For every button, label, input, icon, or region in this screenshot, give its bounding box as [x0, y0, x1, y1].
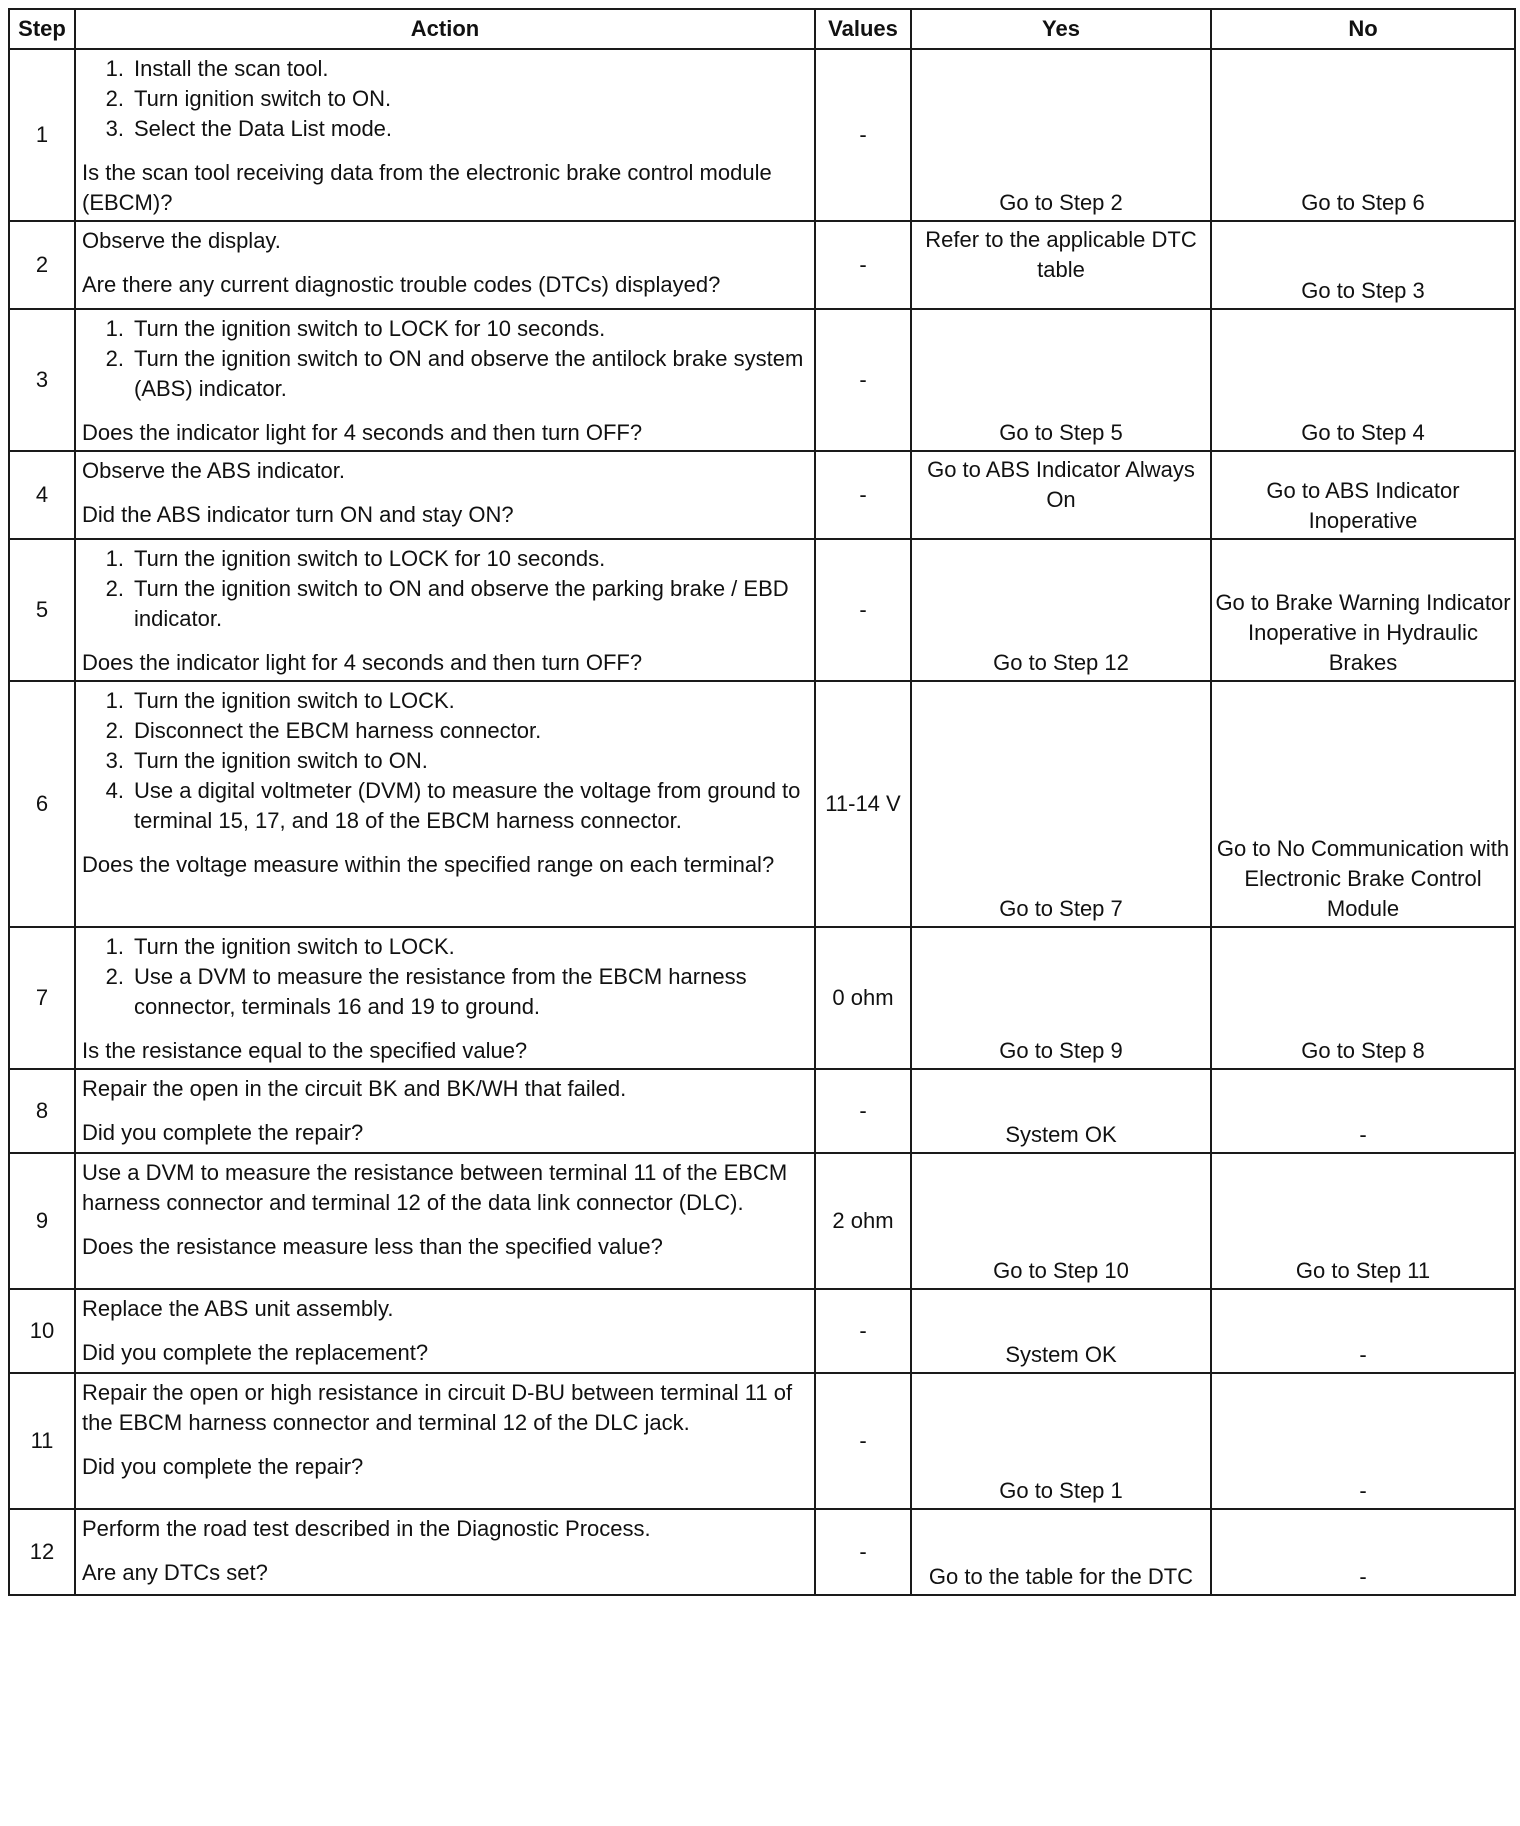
step-number: 2: [9, 221, 75, 309]
action-step-text: Turn the ignition switch to ON and observe the parking brake / EBD indicator.: [134, 576, 789, 631]
action-question: Does the voltage measure within the specified range on each terminal?: [82, 852, 775, 877]
yes-cell: Go to the table for the DTC: [911, 1509, 1211, 1595]
values-cell: 0 ohm: [815, 927, 911, 1069]
action-instruction: Use a DVM to measure the resistance between terminal 11 of the EBCM harness connector and terminal 12 of the data link connector (DLC).: [82, 1160, 788, 1215]
yes-cell: Go to Step 10: [911, 1153, 1211, 1289]
table-row: [9, 1373, 1515, 1509]
action-question: Did you complete the replacement?: [82, 1340, 429, 1365]
yes-cell: Go to Step 9: [911, 927, 1211, 1069]
action-step-number: 4.: [105, 778, 124, 803]
yes-cell: Go to Step 2: [911, 49, 1211, 221]
action-cell: [75, 539, 815, 681]
action-question: Did the ABS indicator turn ON and stay ON?: [82, 502, 514, 527]
action-step-item: [82, 54, 808, 84]
action-step-item: [82, 962, 808, 1022]
yes-cell: Go to Step 7: [911, 681, 1211, 927]
action-instruction: Replace the ABS unit assembly.: [82, 1296, 394, 1321]
action-step-text: Turn the ignition switch to ON and observe the antilock brake system (ABS) indicator.: [134, 346, 804, 401]
action-step-number: 2.: [105, 576, 124, 601]
action-cell: [75, 927, 815, 1069]
action-cell: [75, 451, 815, 539]
action-cell: [75, 49, 815, 221]
action-step-text: Turn the ignition switch to LOCK.: [134, 688, 455, 713]
step-number: 6: [9, 681, 75, 927]
action-cell: [75, 1289, 815, 1373]
action-step-item: [82, 776, 808, 836]
action-steps-list: [82, 686, 808, 836]
yes-cell: Go to Step 12: [911, 539, 1211, 681]
yes-cell: System OK: [911, 1289, 1211, 1373]
action-step-item: [82, 932, 808, 962]
action-step-text: Turn the ignition switch to LOCK for 10 seconds.: [134, 546, 606, 571]
action-question: Are there any current diagnostic trouble codes (DTCs) displayed?: [82, 272, 721, 297]
values-cell: -: [815, 309, 911, 451]
action-cell: [75, 1153, 815, 1289]
action-step-item: [82, 574, 808, 634]
action-question: Does the indicator light for 4 seconds and then turn OFF?: [82, 650, 643, 675]
table-row: [9, 1289, 1515, 1373]
values-cell: -: [815, 1509, 911, 1595]
values-cell: 11-14 V: [815, 681, 911, 927]
action-steps-list: [82, 932, 808, 1022]
header-step: Step: [9, 9, 75, 49]
action-cell: [75, 1509, 815, 1595]
table-row: [9, 49, 1515, 221]
action-step-number: 2.: [105, 346, 124, 371]
action-step-number: 1.: [105, 316, 124, 341]
diagnostic-table: [8, 8, 1516, 1596]
action-cell: [75, 221, 815, 309]
no-cell: Go to ABS Indicator Inoperative: [1211, 451, 1515, 539]
action-step-number: 2.: [105, 718, 124, 743]
no-cell: -: [1211, 1509, 1515, 1595]
step-number: 7: [9, 927, 75, 1069]
no-cell: -: [1211, 1373, 1515, 1509]
action-step-text: Turn the ignition switch to LOCK for 10 seconds.: [134, 316, 606, 341]
action-steps-list: [82, 54, 808, 144]
action-step-number: 2.: [105, 86, 124, 111]
table-row: [9, 1509, 1515, 1595]
table-row: [9, 451, 1515, 539]
action-step-text: Turn the ignition switch to ON.: [134, 748, 428, 773]
action-instruction: Observe the display.: [82, 228, 281, 253]
action-instruction: Repair the open in the circuit BK and BK/WH that failed.: [82, 1076, 627, 1101]
table-row: [9, 309, 1515, 451]
action-question: Does the resistance measure less than the specified value?: [82, 1234, 663, 1259]
action-step-text: Turn ignition switch to ON.: [134, 86, 392, 111]
yes-cell: Go to ABS Indicator Always On: [911, 451, 1211, 539]
values-cell: -: [815, 49, 911, 221]
action-steps-list: [82, 314, 808, 404]
action-instruction: Perform the road test described in the Diagnostic Process.: [82, 1516, 651, 1541]
action-step-item: [82, 746, 808, 776]
step-number: 3: [9, 309, 75, 451]
no-cell: Go to Step 8: [1211, 927, 1515, 1069]
action-instruction: Observe the ABS indicator.: [82, 458, 345, 483]
no-cell: Go to Brake Warning Indicator Inoperative in Hydraulic Brakes: [1211, 539, 1515, 681]
action-question: Did you complete the repair?: [82, 1454, 364, 1479]
action-step-number: 3.: [105, 748, 124, 773]
table-row: [9, 681, 1515, 927]
action-step-text: Use a DVM to measure the resistance from the EBCM harness connector, terminals 16 and 19 to ground.: [134, 964, 747, 1019]
step-number: 1: [9, 49, 75, 221]
action-steps-list: [82, 544, 808, 634]
header-no: No: [1211, 9, 1515, 49]
step-number: 9: [9, 1153, 75, 1289]
header-row: [9, 9, 1515, 49]
action-step-item: [82, 716, 808, 746]
values-cell: 2 ohm: [815, 1153, 911, 1289]
values-cell: -: [815, 221, 911, 309]
no-cell: -: [1211, 1069, 1515, 1153]
step-number: 10: [9, 1289, 75, 1373]
step-number: 11: [9, 1373, 75, 1509]
step-number: 5: [9, 539, 75, 681]
action-step-item: [82, 544, 808, 574]
table-row: [9, 221, 1515, 309]
action-question: Does the indicator light for 4 seconds and then turn OFF?: [82, 420, 643, 445]
no-cell: Go to Step 6: [1211, 49, 1515, 221]
values-cell: -: [815, 539, 911, 681]
action-step-text: Use a digital voltmeter (DVM) to measure the voltage from ground to terminal 15, 17, and 18 of the EBCM harness connector.: [134, 778, 801, 833]
action-cell: [75, 1069, 815, 1153]
values-cell: -: [815, 451, 911, 539]
action-step-item: [82, 314, 808, 344]
action-step-number: 3.: [105, 116, 124, 141]
table-row: [9, 539, 1515, 681]
action-step-item: [82, 344, 808, 404]
yes-cell: System OK: [911, 1069, 1211, 1153]
values-cell: -: [815, 1069, 911, 1153]
header-yes: Yes: [911, 9, 1211, 49]
step-number: 4: [9, 451, 75, 539]
action-step-number: 1.: [105, 56, 124, 81]
table-row: [9, 1069, 1515, 1153]
yes-cell: Refer to the applicable DTC table: [911, 221, 1211, 309]
table-row: [9, 1153, 1515, 1289]
no-cell: Go to Step 4: [1211, 309, 1515, 451]
action-question: Did you complete the repair?: [82, 1120, 364, 1145]
no-cell: Go to No Communication with Electronic Brake Control Module: [1211, 681, 1515, 927]
yes-cell: Go to Step 5: [911, 309, 1211, 451]
header-action: Action: [75, 9, 815, 49]
action-step-number: 2.: [105, 964, 124, 989]
action-question: Is the resistance equal to the specified value?: [82, 1038, 528, 1063]
step-number: 12: [9, 1509, 75, 1595]
action-step-number: 1.: [105, 934, 124, 959]
action-cell: [75, 1373, 815, 1509]
action-question: Are any DTCs set?: [82, 1560, 268, 1585]
action-step-text: Install the scan tool.: [134, 56, 329, 81]
header-values: Values: [815, 9, 911, 49]
action-question: Is the scan tool receiving data from the electronic brake control module (EBCM)?: [82, 160, 772, 215]
action-step-text: Disconnect the EBCM harness connector.: [134, 718, 542, 743]
values-cell: -: [815, 1289, 911, 1373]
action-step-text: Select the Data List mode.: [134, 116, 393, 141]
action-step-number: 1.: [105, 546, 124, 571]
no-cell: Go to Step 3: [1211, 221, 1515, 309]
step-number: 8: [9, 1069, 75, 1153]
action-step-item: [82, 84, 808, 114]
values-cell: -: [815, 1373, 911, 1509]
yes-cell: Go to Step 1: [911, 1373, 1211, 1509]
action-step-item: [82, 686, 808, 716]
action-cell: [75, 309, 815, 451]
no-cell: -: [1211, 1289, 1515, 1373]
action-step-item: [82, 114, 808, 144]
table-row: [9, 927, 1515, 1069]
action-instruction: Repair the open or high resistance in circuit D-BU between terminal 11 of the EBCM harness connector and terminal 12 of the DLC jack.: [82, 1380, 793, 1435]
no-cell: Go to Step 11: [1211, 1153, 1515, 1289]
action-step-number: 1.: [105, 688, 124, 713]
action-step-text: Turn the ignition switch to LOCK.: [134, 934, 455, 959]
action-cell: [75, 681, 815, 927]
